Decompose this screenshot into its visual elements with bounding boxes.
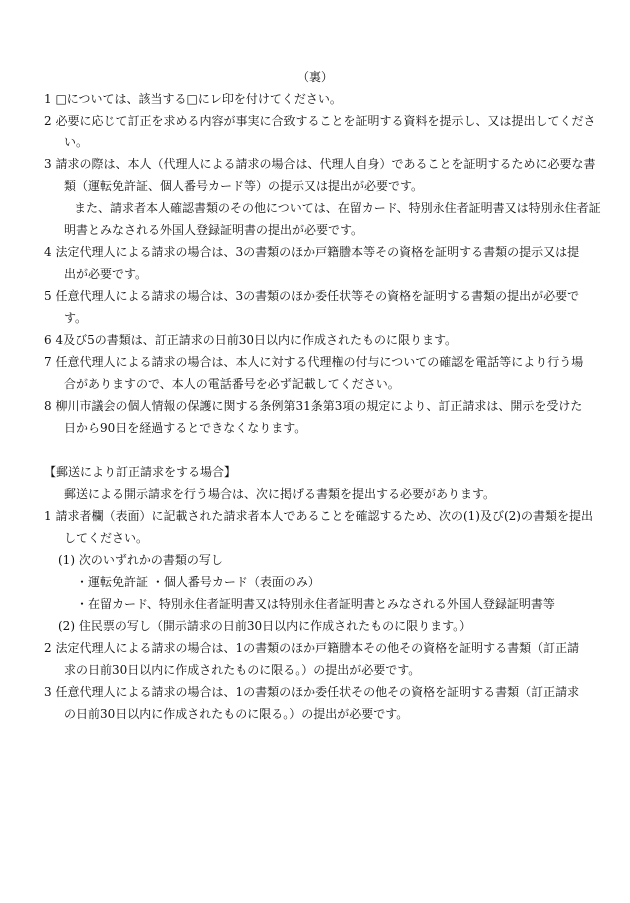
mail-line: 2 法定代理人による請求の場合は、1の書類のほか戸籍謄本その他その資格を証明する書類（訂正請: [44, 641, 580, 655]
note-line: 日から90日を経過するとできなくなります。: [64, 421, 307, 435]
note-line: また、請求者本人確認書類のその他については、在留カード、特別永住者証明書又は特別永住者証: [74, 201, 601, 215]
note-line: い。: [64, 135, 89, 149]
mail-line: (2) 住民票の写し（開示請求の日前30日以内に作成されたものに限ります。）: [58, 619, 472, 633]
mail-section-heading: 【郵送により訂正請求をする場合】: [44, 465, 237, 479]
note-line: 4 法定代理人による請求の場合は、3の書類のほか戸籍謄本等その資格を証明する書類の提示又は提: [44, 245, 580, 259]
note-line: 7 任意代理人による請求の場合は、本人に対する代理権の付与についての確認を電話等により行う場: [44, 355, 584, 369]
mail-line: ・在留カード、特別永住者証明書又は特別永住者証明書とみなされる外国人登録証明書等: [76, 597, 555, 611]
note-line: 3 請求の際は、本人（代理人による請求の場合は、代理人自身）であることを証明するために必要な書: [44, 157, 596, 171]
note-line: 2 必要に応じて訂正を求める内容が事実に合致することを証明する資料を提示し、又は提出してくださ: [44, 114, 596, 128]
note-line: 8 柳川市議会の個人情報の保護に関する条例第31条第3項の規定により、訂正請求は、開示を受けた: [44, 399, 583, 413]
mail-line: 1 請求者欄（表面）に記載された請求者本人であることを確認するため、次の(1)及び(2)の書類を提出: [44, 509, 593, 523]
note-line: 明書とみなされる外国人登録証明書の提出が必要です。: [64, 223, 364, 237]
mail-line: 3 任意代理人による請求の場合は、1の書類のほか委任状その他その資格を証明する書類（訂正請求: [44, 685, 580, 699]
note-line: 1 □については、該当する□にレ印を付けてください。: [44, 92, 342, 106]
mail-line: してください。: [64, 531, 149, 545]
note-line: す。: [64, 311, 88, 325]
note-line: 5 任意代理人による請求の場合は、3の書類のほか委任状等その資格を証明する書類の提出が必要で: [44, 289, 580, 303]
note-line: 類（運転免許証、個人番号カード等）の提示又は提出が必要です。: [64, 179, 424, 193]
page-title: （裏）: [296, 70, 333, 84]
note-line: 出が必要です。: [64, 267, 148, 281]
mail-line: 郵送による開示請求を行う場合は、次に掲げる書類を提出する必要があります。: [64, 487, 496, 501]
note-line: 6 4及び5の書類は、訂正請求の日前30日以内に作成されたものに限ります。: [44, 333, 458, 347]
mail-line: の日前30日以内に作成されたものに限る。）の提出が必要です。: [64, 707, 409, 721]
note-line: 合がありますので、本人の電話番号を必ず記載してください。: [64, 377, 400, 391]
mail-line: ・運転免許証 ・個人番号カード（表面のみ）: [76, 575, 320, 589]
mail-line: 求の日前30日以内に作成されたものに限る。）の提出が必要です。: [64, 663, 421, 677]
mail-line: (1) 次のいずれかの書類の写し: [58, 553, 223, 567]
